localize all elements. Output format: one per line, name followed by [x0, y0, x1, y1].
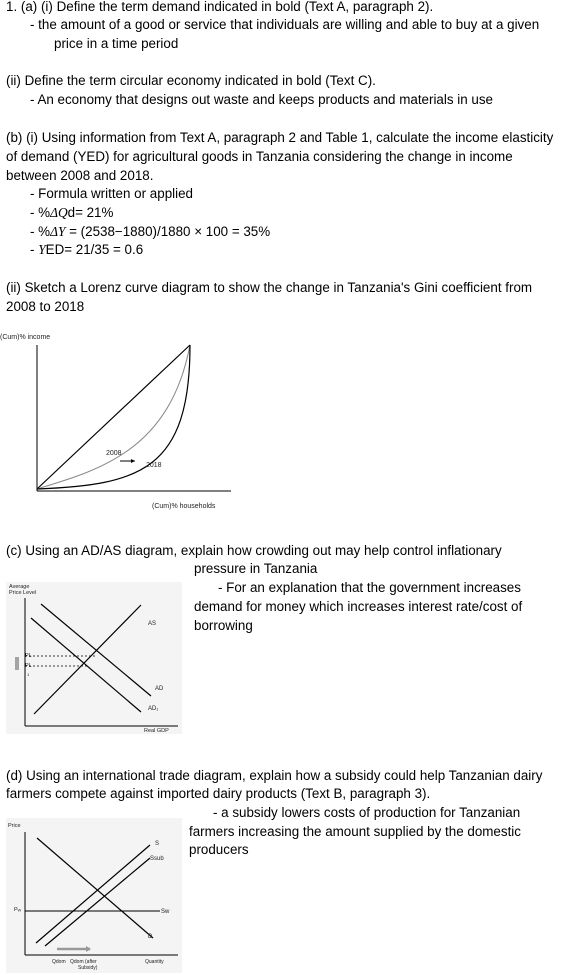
- s-curve: [36, 845, 153, 943]
- question-a-ii: (ii) Define the term circular economy indicated in bold (Text C).: [6, 73, 376, 88]
- ssub-curve: [45, 858, 153, 946]
- answer-a-i-line1: - the amount of a good or service that individuals are willing and able to buy at a given: [30, 17, 540, 32]
- pw-label: Pᵥᵥ: [14, 907, 22, 913]
- qdom-after-label-1: Qdom (after: [70, 959, 97, 965]
- answer-d-line1: - a subsidy lowers costs of production for Tanzanian: [213, 805, 521, 820]
- as-label: AS: [148, 621, 157, 627]
- answer-b-i-bullet4: - YED= 21/35 = 0.6: [30, 242, 144, 257]
- answer-c-line1: - For an explanation that the government increases: [218, 580, 521, 595]
- pl1-subscript: 1: [27, 672, 30, 677]
- answer-a-ii: - An economy that designs out waste and keeps products and materials in use: [30, 92, 493, 107]
- question-c-line2: pressure in Tanzania: [194, 561, 318, 576]
- answer-b-i-bullet1: - Formula written or applied: [30, 186, 193, 201]
- answer-d-line3: producers: [189, 842, 249, 857]
- adas-y-label-1: Average: [9, 584, 30, 590]
- trade-y-label: Price: [8, 823, 21, 829]
- s-label: S: [155, 841, 160, 847]
- qdom-label: Qdom: [52, 959, 66, 965]
- answer-b-i-bullet2: - %ΔQd= 21%: [30, 205, 114, 220]
- d-label: D: [148, 934, 153, 940]
- answer-c-line3: borrowing: [194, 618, 253, 633]
- lorenz-y-label: (Cum)% income: [0, 334, 51, 341]
- answer-c-line2: demand for money which increases interest rate/cost of: [194, 599, 523, 614]
- lorenz-label-2018: 2018: [146, 462, 162, 469]
- answer-b-i-bullet3: - %ΔY = (2538−1880)/1880 × 100 = 35%: [30, 224, 271, 239]
- question-d-line2: farmers compete against imported dairy products (Text B, paragraph 3).: [6, 786, 431, 801]
- answer-a-i-line2: price in a time period: [54, 36, 179, 51]
- question-d-line1: (d) Using an international trade diagram, explain how a subsidy could help Tanzanian dairy: [6, 768, 543, 783]
- lorenz-x-label: (Cum)% households: [152, 503, 216, 510]
- answer-d-line2: farmers increasing the amount supplied by the domestic: [189, 824, 521, 839]
- ad1-label: AD₁: [148, 706, 159, 712]
- trade-x-label: Quantity: [145, 959, 164, 965]
- d-curve: [37, 838, 153, 938]
- question-a-i: 1. (a) (i) Define the term demand indicated in bold (Text A, paragraph 2).: [6, 0, 434, 14]
- adas-y-label-2: Price Level: [9, 590, 37, 596]
- sw-label: Sw: [161, 909, 170, 915]
- adas-x-label: Real GDP: [144, 728, 169, 734]
- ssub-label: Ssub: [150, 856, 164, 862]
- ad-label: AD: [155, 686, 164, 692]
- question-b-i-line2: of demand (YED) for agricultural goods in Tanzania considering the change in income: [6, 149, 513, 164]
- question-b-i-line1: (b) (i) Using information from Text A, paragraph 2 and Table 1, calculate the income elasticity: [6, 130, 554, 145]
- lorenz-label-2008: 2008: [106, 450, 122, 457]
- pl-label: PL: [25, 653, 32, 659]
- qdom-arrow-head: [86, 946, 91, 952]
- question-c-line1: (c) Using an AD/AS diagram, explain how crowding out may help control inflationary: [6, 543, 502, 558]
- pl1-label: PL: [25, 663, 32, 669]
- qdom-after-label-2: Subsidy): [78, 965, 98, 971]
- question-b-ii-line1: (ii) Sketch a Lorenz curve diagram to show the change in Tanzania's Gini coefficient from: [6, 280, 533, 295]
- question-b-ii-line2: 2008 to 2018: [6, 299, 85, 314]
- question-b-i-line3: between 2008 and 2018.: [6, 168, 154, 183]
